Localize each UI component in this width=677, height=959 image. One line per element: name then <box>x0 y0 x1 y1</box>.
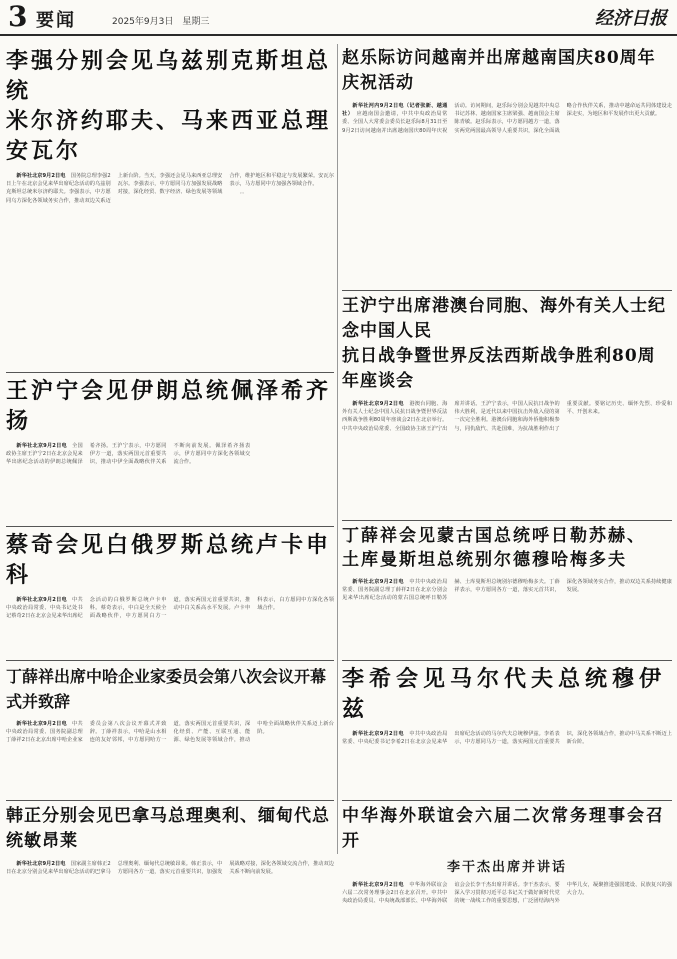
article-zhao-leji <box>342 46 672 286</box>
divider <box>6 526 334 527</box>
page-number: 3 <box>8 0 28 33</box>
newspaper-logo: 经济日报 <box>595 8 667 29</box>
headline: 蔡奇会见白俄罗斯总统卢卡申科 <box>6 532 332 588</box>
issue-date: 2025年9月3日 星期三 <box>112 17 210 27</box>
article-body: 新华社北京9月2日电 中共中央政治局常委、国务院副总理丁薛祥2日在北京分别会见来华出席纪念活动的蒙古国总统呼日勒苏赫、土库曼斯坦总统别尔德穆哈梅多夫。丁薛祥表示，中方愿同各方一道，落实元首共识，深化各领域务实合作，推动双边关系持续健康发展。 <box>342 579 672 602</box>
article-li-qiang <box>6 46 334 368</box>
headline: 李强分别会见乌兹别克斯坦总统 米尔济约耶夫、马来西亚总理安瓦尔 <box>6 48 332 164</box>
headline: 李希会见马尔代夫总统穆伊兹 <box>342 666 667 722</box>
article-body: 新华社北京9月2日电 港澳台同胞、海外有关人士纪念中国人民抗日战争暨世界反法西斯战争胜利80周年座谈会2日在北京举行。中共中央政治局常委、全国政协主席王沪宁出席并讲话。王沪宁表示，中国人民抗日战争的伟大胜利，是近代以来中国抗击外敌入侵的第一次完全胜利。港澳台同胞和海外侨胞积极参与，同仇敌忾、共赴国难，为抗战胜利作出了重要贡献。要铭记历史、缅怀先烈、珍爱和平、开创未来。 <box>342 401 672 432</box>
column-divider <box>337 44 338 854</box>
article-body: 新华社北京9月2日电 中共中央政治局常委、中央纪委书记李希2日在北京会见来华出席纪念活动的马尔代夫总统穆伊兹。李希表示，中方愿同马方一道，落实两国元首重要共识，深化各领域合作，推动中马关系不断迈上新台阶。 <box>342 731 672 746</box>
headline: 王沪宁出席港澳台同胞、海外有关人士纪念中国人民 抗日战争暨世界反法西斯战争胜利80周年座谈会 <box>342 296 666 391</box>
divider <box>342 520 672 521</box>
divider <box>342 800 672 801</box>
article-li-xi <box>342 664 672 796</box>
article-body: 新华社北京9月2日电 国务院总理李强2日上午在北京会见来华出席纪念活动的乌兹别克斯坦总统米尔济约耶夫。李强表示，中方愿同乌方深化各领域务实合作，推动双边关系迈上新台阶。当天，李强还会见马来西亚总理安瓦尔。李强表示，中方愿同马方加强发展战略对接，深化经贸、数字经济、绿色发展等领域合作，维护地区和平稳定与发展繁荣。安瓦尔表示，马方愿同中方加强各领域合作。 。。 <box>6 173 334 204</box>
article-wang-huning-symposium <box>342 294 672 516</box>
divider <box>6 372 334 373</box>
section-title: 要闻 <box>36 10 76 31</box>
article-body: 新华社北京9月2日电 中华海外联谊会六届二次常务理事会2日在北京召开。中共中央政治局委员、中央统战部部长、中华海外联谊会会长李干杰出席并讲话。李干杰表示，要深入学习贯彻习近平总书记关于做好新时代党的统一战线工作的重要思想，广泛团结海内外中华儿女，凝聚推进强国建设、民族复兴的强大合力。 <box>342 882 672 905</box>
article-ding-xuexiang-kazakh <box>6 664 334 796</box>
article-body: 新华社北京9月2日电 中共中央政治局常委、中央书记处书记蔡奇2日在北京会见来华出席纪念活动的白俄罗斯总统卢卡申科。蔡奇表示，中白是全天候全面战略伙伴，中方愿同白方一道，落实两国元首重要共识，推动中白关系高水平发展。卢卡申科表示，白方愿同中方深化各领域合作。 <box>6 597 334 620</box>
headline: 丁薛祥出席中哈企业家委员会第八次会议开幕式并致辞 <box>6 667 327 711</box>
divider <box>6 800 334 801</box>
divider <box>342 660 672 661</box>
headline: 丁薛祥会见蒙古国总统呼日勒苏赫、 土库曼斯坦总统别尔德穆哈梅多夫 <box>342 526 646 570</box>
masthead <box>0 0 677 36</box>
article-overseas-friendship-association <box>342 804 672 954</box>
article-cai-qi <box>6 530 334 656</box>
divider <box>6 660 334 661</box>
headline: 中华海外联谊会六届二次常务理事会召开 <box>342 806 665 851</box>
divider <box>342 290 672 291</box>
subheadline: 李干杰出席并讲话 <box>446 860 567 875</box>
headline: 赵乐际访问越南并出席越南国庆80周年庆祝活动 <box>342 48 656 93</box>
article-body: 新华社北京9月2日电 中共中央政治局常委、国务院副总理丁薛祥2日在北京出席中哈企业家委员会第八次会议开幕式并致辞。丁薛祥表示，中哈是山水相连的友好邻邦，中方愿同哈方一道，落实两国元首重要共识，深化经贸、产能、互联互通、能源、绿色发展等领域合作，推动中哈全面战略伙伴关系迈上新台阶。 <box>6 721 334 744</box>
article-han-zheng <box>6 804 334 954</box>
headline: 王沪宁会见伊朗总统佩泽希齐扬 <box>6 378 332 434</box>
article-ding-xuexiang-mongolia <box>342 524 672 656</box>
article-wang-huning-iran <box>6 376 334 522</box>
article-body: 新华社河内9月2日电（记者张新、越通社） 应越南国会邀请，中共中央政治局常委、全国人大常委会委员长赵乐际8月31日至9月2日访问越南并出席越南国庆80周年庆祝活动。访问期间，赵乐际分别会见越共中央总书记苏林、越南国家主席梁强、越南国会主席陈青敏。赵乐际表示，中方愿同越方一道，落实两党两国最高领导人重要共识，深化全面战略合作伙伴关系，推动中越命运共同体建设走深走实，为地区和平发展作出更大贡献。 <box>342 103 672 134</box>
headline: 韩正分别会见巴拿马总理奥利、缅甸代总统敏昂莱 <box>6 806 330 851</box>
article-body: 新华社北京9月2日电 全国政协主席王沪宁2日在北京会见来华出席纪念活动的伊朗总统佩泽希齐扬。王沪宁表示，中方愿同伊方一道，落实两国元首重要共识，推动中伊全面战略伙伴关系不断向前发展。佩泽希齐扬表示，伊方愿同中方深化各领域交流合作。 <box>6 443 251 466</box>
article-body: 新华社北京9月2日电 国家副主席韩正2日在北京分别会见来华出席纪念活动的巴拿马总理奥利、缅甸代总统敏昂莱。韩正表示，中方愿同各方一道，落实元首重要共识，加强发展战略对接，深化各领域交流合作，推动双边关系不断向前发展。 <box>6 861 334 876</box>
